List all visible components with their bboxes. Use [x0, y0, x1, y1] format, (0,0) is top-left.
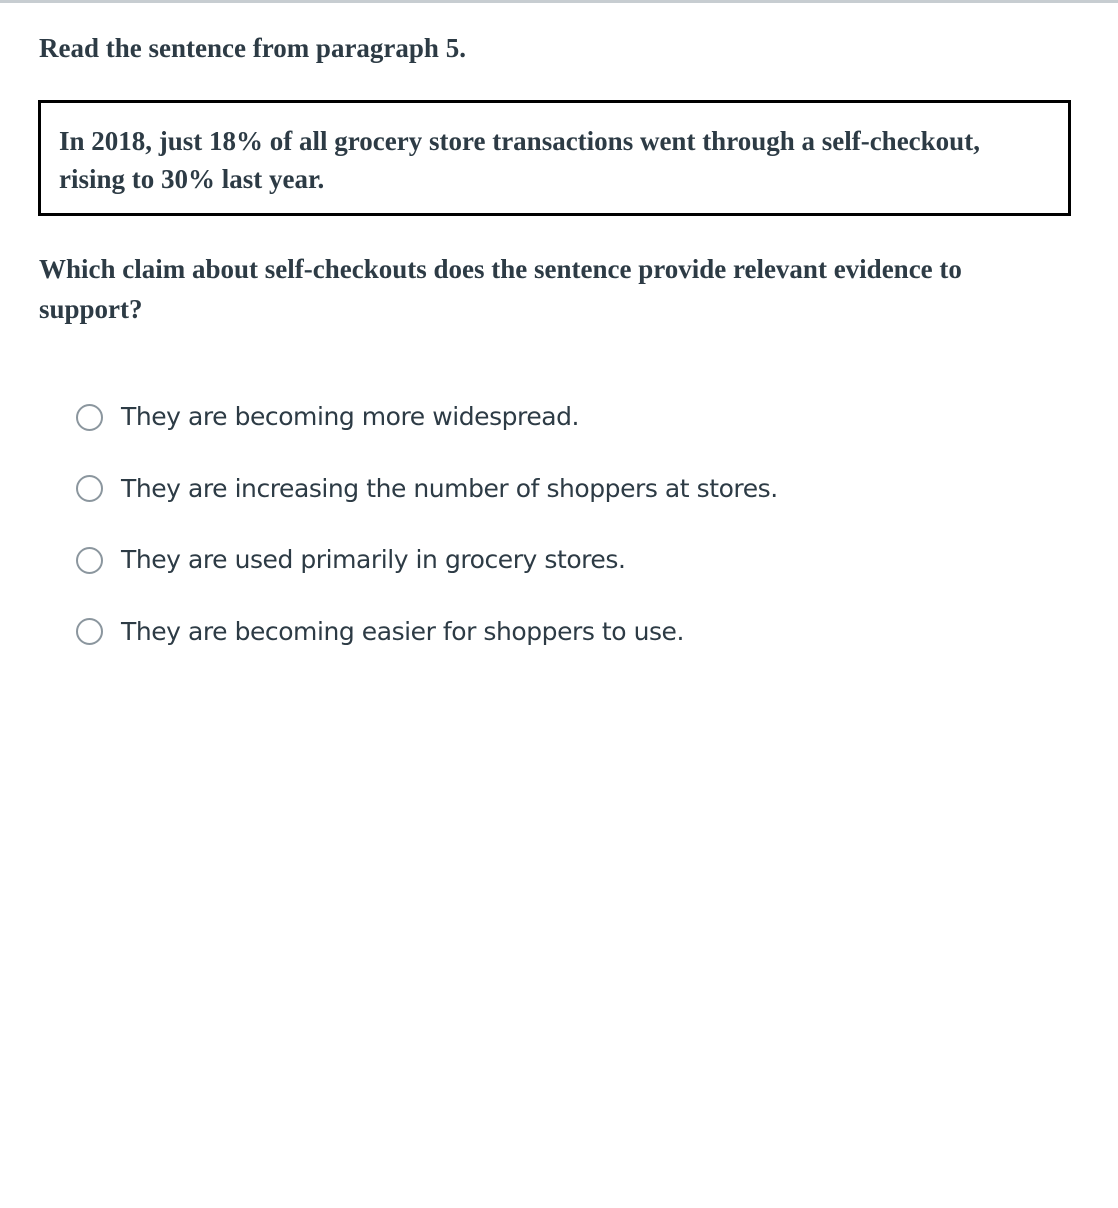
question-stem: Which claim about self-checkouts does the sentence provide relevant evidence to support? [39, 254, 962, 324]
radio-button-icon[interactable] [76, 618, 103, 645]
top-divider [0, 0, 1118, 3]
answer-option-1[interactable] [76, 398, 778, 436]
answer-label[interactable]: They are becoming easier for shoppers to use. [121, 616, 684, 646]
radio-button-icon[interactable] [76, 475, 103, 502]
radio-button-icon[interactable] [76, 404, 103, 431]
answer-choices [76, 398, 778, 684]
question-prompt: Read the sentence from paragraph 5. [39, 33, 466, 63]
answer-option-4[interactable] [76, 613, 778, 651]
answer-label[interactable]: They are becoming more widespread. [121, 402, 580, 431]
radio-button-icon[interactable] [76, 547, 103, 574]
answer-label[interactable]: They are increasing the number of shoppers at stores. [121, 473, 778, 503]
answer-option-3[interactable] [76, 541, 778, 579]
answer-label[interactable]: They are used primarily in grocery stores. [121, 545, 626, 574]
answer-option-2[interactable] [76, 470, 778, 508]
quoted-excerpt-text: In 2018, just 18% of all grocery store transactions went through a self-checkout, rising to 30% last year. [59, 126, 980, 194]
quoted-excerpt-box [38, 100, 1071, 216]
